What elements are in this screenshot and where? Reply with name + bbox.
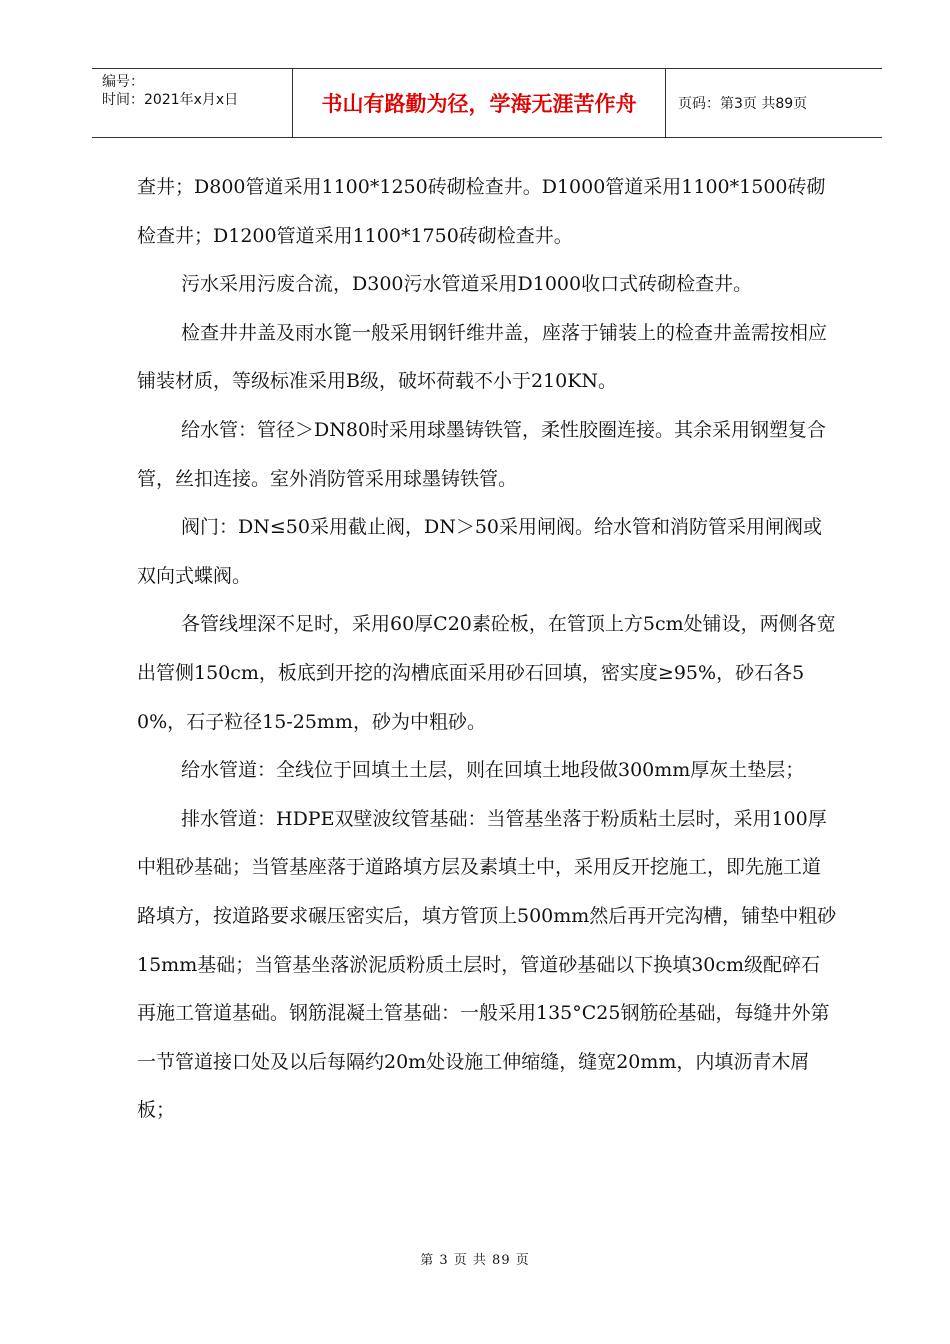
paragraph: 污水采用污废合流，D300污水管道采用D1000收口式砖砌检查井。	[181, 273, 753, 296]
document-time-label: 时间：2021年x月x日	[102, 92, 239, 108]
paragraph: 各管线埋深不足时，采用60厚C20素砼板，在管顶上方5cm处铺设，两侧各宽出管侧150cm，板底到开挖的沟槽底面采用砂石回填，密实度≥95%，砂石各50%，石子粒径15-25mm，砂为中粗砂。	[137, 613, 836, 733]
header-meta	[92, 69, 293, 137]
paragraph: 给水管道：全线位于回填土土层，则在回填土地段做300mm厚灰土垫层；	[181, 759, 805, 782]
header-page-info: 页码：第3页 共89页	[678, 96, 808, 112]
paragraph: 阀门：DN≤50采用截止阀，DN＞50采用闸阀。给水管和消防管采用闸阀或双向式蝶阀。	[137, 516, 822, 587]
page-header	[92, 68, 882, 138]
paragraph: 排水管道：HDPE双壁波纹管基础：当管基坐落于粉质粘土层时，采用100厚中粗砂基础；当管基座落于道路填方层及素填土中，采用反开挖施工，即先施工道路填方，按道路要求碾压密实后，填方管顶上500mm然后再开完沟槽，铺垫中粗砂15mm基础；当管基坐落淤泥质粉质土层时，管道砂基础以下换填30cm级配碎石再施工管道基础。钢筋混凝土管基础：一般采用135°C25钢筋砼基础，每缝井外第一节管道接口处及以后每隔约20m处设施工伸缩缝，缝宽20mm，内填沥青木屑板；	[137, 807, 837, 1122]
paragraph: 检查井井盖及雨水篦一般采用钢钎维井盖，座落于铺装上的检查井盖需按相应铺装材质，等级标准采用B级，破坏荷载不小于210KN。	[137, 321, 828, 393]
header-motto: 书山有路勤为径，学海无涯苦作舟	[293, 69, 666, 137]
document-number-label: 编号：	[102, 74, 144, 90]
page-footer: 第 3 页 共 89 页	[420, 1253, 530, 1268]
document-body	[137, 163, 837, 1135]
paragraph: 查井；D800管道采用1100*1250砖砌检查井。D1000管道采用1100*1500砖砌检查井；D1200管道采用1100*1750砖砌检查井。	[137, 176, 826, 247]
paragraph: 给水管：管径＞DN80时采用球墨铸铁管，柔性胶圈连接。其余采用钢塑复合管，丝扣连接。室外消防管采用球墨铸铁管。	[137, 418, 827, 490]
